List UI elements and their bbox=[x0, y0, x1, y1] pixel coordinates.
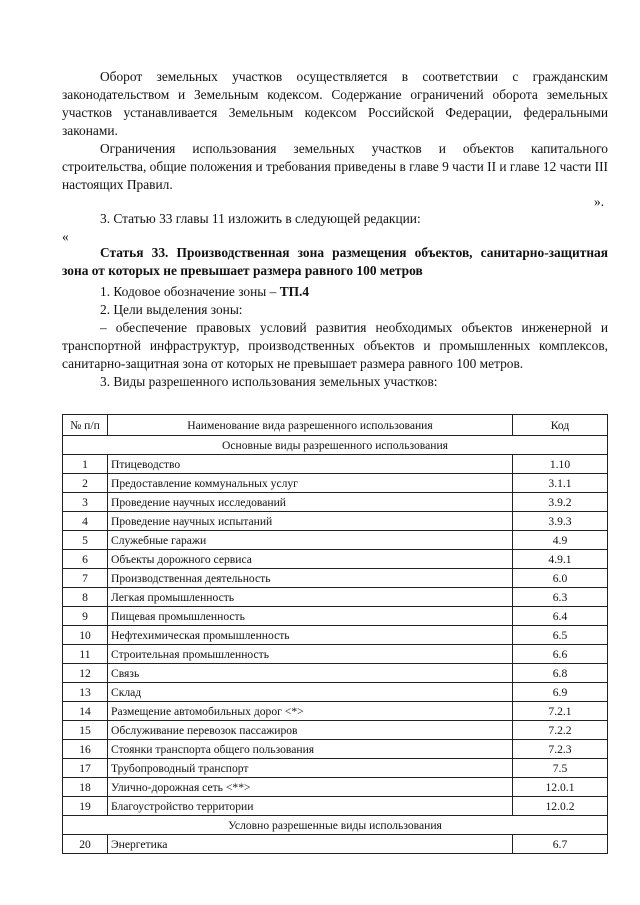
table-row bbox=[63, 531, 608, 550]
row-code: 7.2.3 bbox=[513, 740, 608, 759]
permitted-uses-heading: 3. Виды разрешенного использования земельных участков: bbox=[100, 374, 438, 389]
row-code: 12.0.1 bbox=[513, 778, 608, 797]
row-use-name: Строительная промышленность bbox=[108, 645, 513, 664]
row-code: 7.2.2 bbox=[513, 721, 608, 740]
table-row bbox=[63, 797, 608, 816]
row-code: 6.4 bbox=[513, 607, 608, 626]
row-number: 15 bbox=[63, 721, 108, 740]
header-code: Код bbox=[513, 415, 608, 436]
row-code: 4.9.1 bbox=[513, 550, 608, 569]
row-use-name: Пищевая промышленность bbox=[108, 607, 513, 626]
row-number: 7 bbox=[63, 569, 108, 588]
row-number: 20 bbox=[63, 835, 108, 854]
table-row bbox=[63, 740, 608, 759]
row-use-name: Трубопроводный транспорт bbox=[108, 759, 513, 778]
table-row bbox=[63, 493, 608, 512]
row-code: 7.5 bbox=[513, 759, 608, 778]
row-number: 18 bbox=[63, 778, 108, 797]
row-use-name: Проведение научных исследований bbox=[108, 493, 513, 512]
zone-code-prefix: 1. Кодовое обозначение зоны – bbox=[100, 284, 280, 299]
conditional-uses-section-row bbox=[63, 816, 608, 835]
row-code: 6.8 bbox=[513, 664, 608, 683]
row-use-name: Размещение автомобильных дорог <*> bbox=[108, 702, 513, 721]
row-code: 3.9.3 bbox=[513, 512, 608, 531]
table-row bbox=[63, 702, 608, 721]
row-number: 13 bbox=[63, 683, 108, 702]
row-use-name: Связь bbox=[108, 664, 513, 683]
header-use-name: Наименование вида разрешенного использования bbox=[108, 415, 513, 436]
row-code: 6.0 bbox=[513, 569, 608, 588]
row-code: 6.3 bbox=[513, 588, 608, 607]
row-code: 4.9 bbox=[513, 531, 608, 550]
row-use-name: Проведение научных испытаний bbox=[108, 512, 513, 531]
instruction-item-3: 3. Статью 33 главы 11 изложить в следующей редакции: bbox=[100, 211, 421, 226]
table-header-row bbox=[63, 415, 608, 436]
zone-code-line bbox=[62, 283, 608, 301]
table-row bbox=[63, 512, 608, 531]
zone-goal-text: – обеспечение правовых условий развития необходимых объектов инженерной и транспортной инфраструктур, производственных объектов и промышленных комплексов, санитарно-защитная зона от которых не превышает размера равного 100 метров. bbox=[62, 320, 608, 371]
row-number: 5 bbox=[63, 531, 108, 550]
row-use-name: Склад bbox=[108, 683, 513, 702]
row-number: 10 bbox=[63, 626, 108, 645]
table-row bbox=[63, 664, 608, 683]
row-use-name: Улично-дорожная сеть <**> bbox=[108, 778, 513, 797]
row-code: 6.7 bbox=[513, 835, 608, 854]
row-number: 14 bbox=[63, 702, 108, 721]
table-row bbox=[63, 607, 608, 626]
opening-quote: « bbox=[62, 229, 69, 244]
table-row bbox=[63, 550, 608, 569]
main-uses-section-row bbox=[63, 436, 608, 455]
row-use-name: Энергетика bbox=[108, 835, 513, 854]
row-number: 17 bbox=[63, 759, 108, 778]
table-row bbox=[63, 645, 608, 664]
table-row bbox=[63, 626, 608, 645]
row-use-name: Предоставление коммунальных услуг bbox=[108, 474, 513, 493]
row-number: 19 bbox=[63, 797, 108, 816]
row-use-name: Служебные гаражи bbox=[108, 531, 513, 550]
row-use-name: Нефтехимическая промышленность bbox=[108, 626, 513, 645]
row-code: 6.6 bbox=[513, 645, 608, 664]
row-code: 3.1.1 bbox=[513, 474, 608, 493]
table-row bbox=[63, 455, 608, 474]
table-row bbox=[63, 835, 608, 854]
intro-section bbox=[62, 68, 608, 194]
row-code: 6.5 bbox=[513, 626, 608, 645]
row-use-name: Объекты дорожного сервиса bbox=[108, 550, 513, 569]
paragraph-restrictions: Ограничения использования земельных участков и объектов капитального строительства, общие положения и требования приведены в главе 9 части II и главе 12 части III настоящих Правил. bbox=[62, 141, 608, 192]
table-row bbox=[63, 569, 608, 588]
conditional-uses-section-title: Условно разрешенные виды использования bbox=[63, 816, 608, 835]
row-use-name: Стоянки транспорта общего пользования bbox=[108, 740, 513, 759]
closing-quote: ». bbox=[594, 194, 605, 209]
row-use-name: Производственная деятельность bbox=[108, 569, 513, 588]
main-uses-section-title: Основные виды разрешенного использования bbox=[63, 436, 608, 455]
row-number: 2 bbox=[63, 474, 108, 493]
row-use-name: Птицеводство bbox=[108, 455, 513, 474]
row-use-name: Обслуживание перевозок пассажиров bbox=[108, 721, 513, 740]
table-row bbox=[63, 683, 608, 702]
row-number: 3 bbox=[63, 493, 108, 512]
paragraph-land-turnover: Оборот земельных участков осуществляется в соответствии с гражданским законодательством и Земельным кодексом. Содержание ограничений оборота земельных участков устанавливается Земельным кодексом Российской Федерации, федеральными законами. bbox=[62, 69, 608, 138]
row-number: 4 bbox=[63, 512, 108, 531]
row-number: 11 bbox=[63, 645, 108, 664]
row-number: 1 bbox=[63, 455, 108, 474]
row-code: 7.2.1 bbox=[513, 702, 608, 721]
row-number: 12 bbox=[63, 664, 108, 683]
table-row bbox=[63, 759, 608, 778]
table-row bbox=[63, 474, 608, 493]
row-use-name: Благоустройство территории bbox=[108, 797, 513, 816]
table-row bbox=[63, 721, 608, 740]
row-code: 6.9 bbox=[513, 683, 608, 702]
row-number: 9 bbox=[63, 607, 108, 626]
table-row bbox=[63, 778, 608, 797]
zone-code-value: ТП.4 bbox=[279, 284, 310, 299]
permitted-uses-table bbox=[62, 414, 608, 854]
article-title: Статья 33. Производственная зона размещения объектов, санитарно-защитная зона от которых не превышает размера равного 100 метров bbox=[62, 245, 608, 278]
row-number: 16 bbox=[63, 740, 108, 759]
row-number: 8 bbox=[63, 588, 108, 607]
article-section bbox=[62, 244, 608, 391]
row-code: 3.9.2 bbox=[513, 493, 608, 512]
row-use-name: Легкая промышленность bbox=[108, 588, 513, 607]
table-row bbox=[63, 588, 608, 607]
row-code: 1.10 bbox=[513, 455, 608, 474]
zone-goals-heading: 2. Цели выделения зоны: bbox=[100, 302, 243, 317]
row-number: 6 bbox=[63, 550, 108, 569]
row-code: 12.0.2 bbox=[513, 797, 608, 816]
header-number: № п/п bbox=[63, 415, 108, 436]
